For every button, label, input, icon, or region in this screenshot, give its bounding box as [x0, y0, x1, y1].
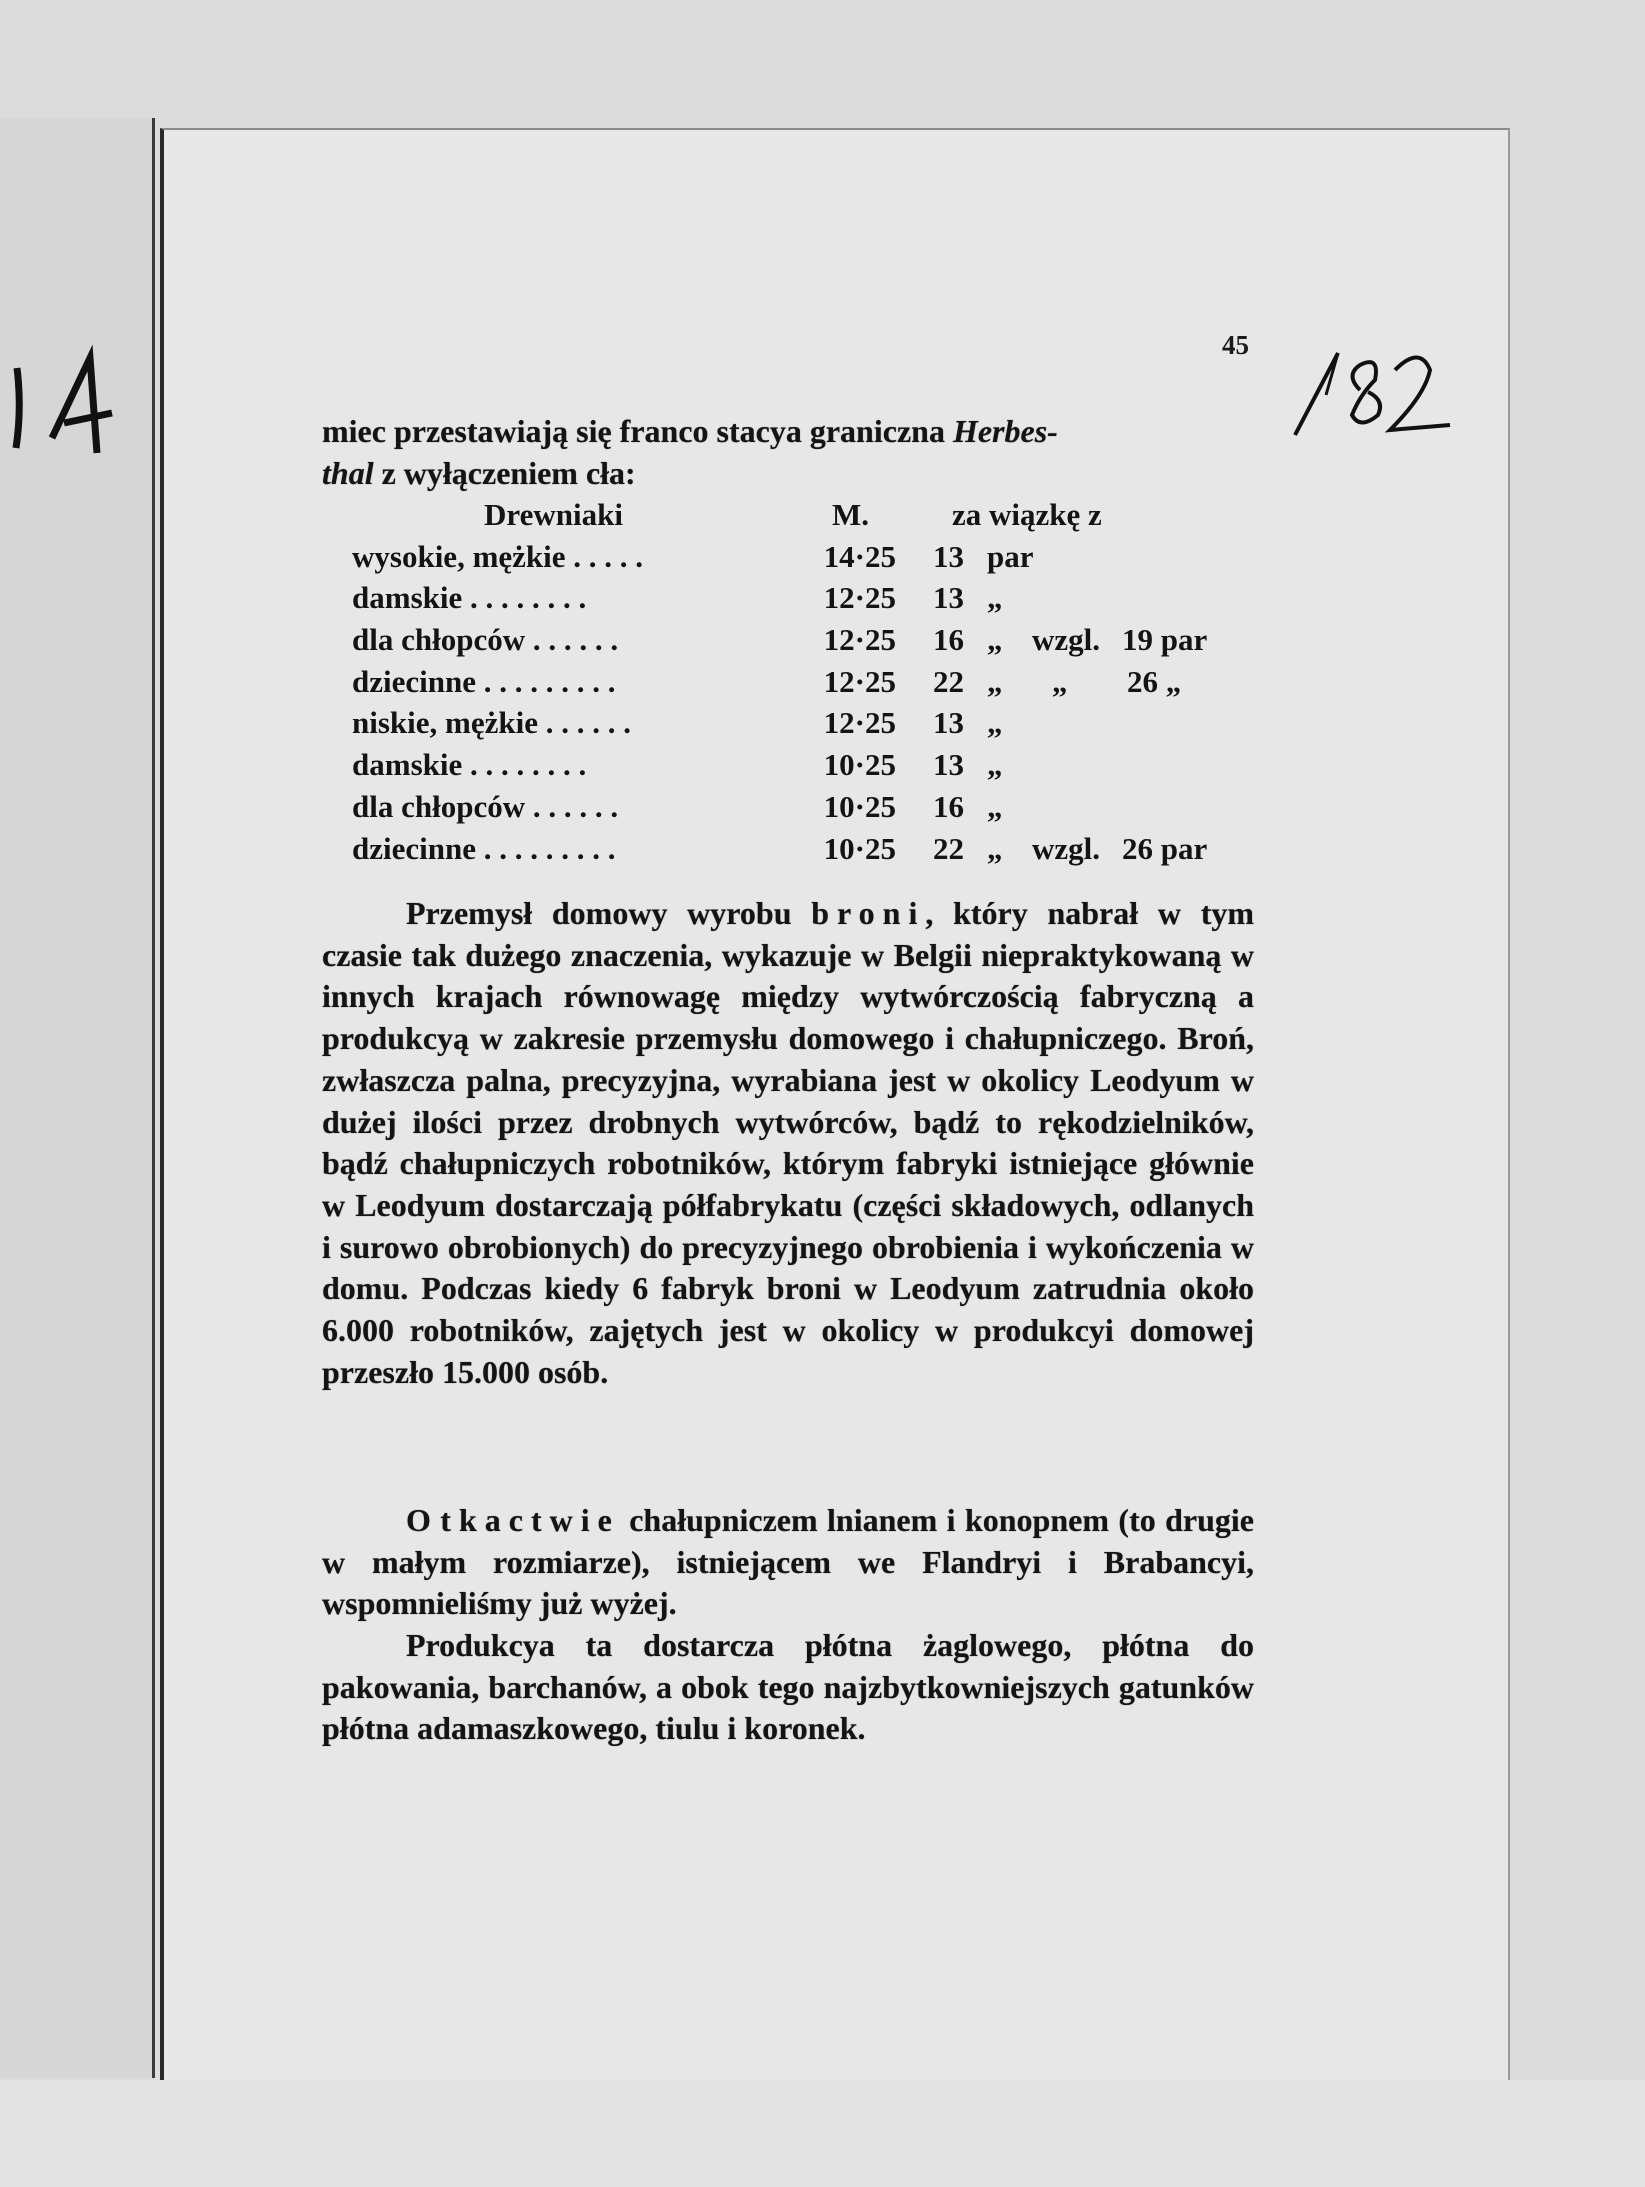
row-note: „: [1052, 663, 1068, 699]
weaving-spaced-word: tkactwie: [440, 1502, 620, 1538]
intro-italic-b: thal: [322, 454, 374, 491]
weaving-rest: chałupniczem lnianem i konopnem (to drugie w małym rozmiarze), istniejącem we Flandryi i Brabancyi, wspomnieliśmy już wyżej.: [322, 1502, 1255, 1622]
header-name: Drewniaki: [484, 497, 623, 532]
table-row: [322, 828, 1262, 870]
table-header: [322, 494, 1262, 536]
row-unit: „: [987, 622, 1003, 658]
handwritten-mark-left: [12, 328, 132, 468]
page-bottom-margin: [0, 2080, 1645, 2187]
row-price: 12·25: [823, 663, 896, 699]
row-unit: „: [987, 788, 1003, 824]
table-row: [322, 786, 1262, 828]
table-row: [322, 744, 1262, 786]
row-name: dziecinne . . . . . . . . .: [352, 830, 616, 866]
weapons-start: Przemysł domowy wyrobu: [406, 895, 812, 931]
row-name: damskie . . . . . . . .: [352, 580, 587, 616]
row-price: 12·25: [823, 622, 896, 658]
header-price: M.: [832, 497, 870, 532]
price-table: [322, 494, 1262, 869]
handwritten-folio-number: [1290, 335, 1455, 445]
row-unit: „: [987, 830, 1003, 866]
row-name: dziecinne . . . . . . . . .: [352, 663, 616, 699]
row-qty: 13: [933, 705, 964, 741]
row-qty: 22: [933, 663, 964, 699]
row-unit: „: [987, 580, 1003, 616]
row-qty: 16: [933, 788, 964, 824]
paragraph-production: [322, 1625, 1254, 1750]
row-unit: „: [987, 705, 1003, 741]
weapons-rest: , który nabrał w tym czasie tak dużego znaczenia, wykazuje w Belgii niepraktykowaną w innych krajach równowagę między wytwórczością fabryczną a produkcyą w zakresie przemysłu domowego i chałupniczego. Broń, zwłaszcza palna, precyzyjna, wyrabiana jest w okolicy Leodyum w dużej ilości przez drobnych wytwórców, bądź to rękodzielników, bądź chałupniczych robotników, którym fabryki istniejące głównie w Leodyum dostarczają półfabrykatu (części składowych, odlanych i surowo obrobionych) do precyzyjnego obrobienia i wykończenia w domu. Podczas kiedy 6 fabryk broni w Leodyum zatrudnia około 6.000 robotników, zajętych jest w okolicy w produkcyi domowej przeszło 15.000 osób.: [322, 895, 1255, 1390]
adjacent-page-edge: [0, 118, 155, 2078]
row-name: dla chłopców . . . . . .: [352, 622, 619, 658]
row-name: dla chłopców . . . . . .: [352, 788, 619, 824]
row-qty: 13: [933, 580, 964, 616]
intro-paragraph: [322, 411, 1254, 494]
row-price: 12·25: [823, 580, 896, 616]
weapons-spaced-word: broni: [811, 895, 926, 931]
table-row: [322, 536, 1262, 578]
table-row: [322, 702, 1262, 744]
intro-text-b: z wyłączeniem cła:: [373, 454, 636, 491]
row-name: damskie . . . . . . . .: [352, 747, 587, 783]
row-price: 12·25: [823, 705, 896, 741]
row-note: wzgl.: [1032, 622, 1101, 658]
table-row: [322, 619, 1262, 661]
intro-italic-a: Herbes-: [952, 413, 1058, 449]
row-price: 10·25: [823, 747, 896, 783]
row-unit: „: [987, 663, 1003, 699]
row-qty: 13: [933, 747, 964, 783]
row-note-value: 26 „: [1127, 663, 1182, 699]
paragraph-weaving: [322, 1500, 1254, 1625]
production-text: Produkcya ta dostarcza płótna żaglowego, płótna do pakowania, barchanów, a obok tego najzbytkowniejszych gatunków płótna adamaszkowego, tiulu i koronek.: [322, 1627, 1254, 1747]
row-note-value: 19 par: [1122, 622, 1208, 658]
table-row: [322, 661, 1262, 703]
row-name: wysokie, mężkie . . . . .: [352, 538, 644, 574]
row-name: niskie, mężkie . . . . . .: [352, 705, 631, 741]
weaving-start: O: [406, 1502, 441, 1538]
row-note: wzgl.: [1032, 830, 1101, 866]
row-price: 14·25: [823, 538, 896, 574]
page-number: 45: [1222, 330, 1249, 360]
row-note-value: 26 par: [1122, 830, 1208, 866]
row-qty: 22: [933, 830, 964, 866]
row-qty: 16: [933, 622, 964, 658]
row-unit: par: [987, 538, 1034, 574]
paragraph-weapons: [322, 893, 1254, 1393]
intro-text-a: miec przestawiają się franco stacya graniczna: [322, 413, 953, 449]
row-price: 10·25: [823, 830, 896, 866]
row-price: 10·25: [823, 788, 896, 824]
row-qty: 13: [933, 538, 964, 574]
row-unit: „: [987, 747, 1003, 783]
header-qty: za wiązkę z: [952, 497, 1102, 532]
table-row: [322, 577, 1262, 619]
